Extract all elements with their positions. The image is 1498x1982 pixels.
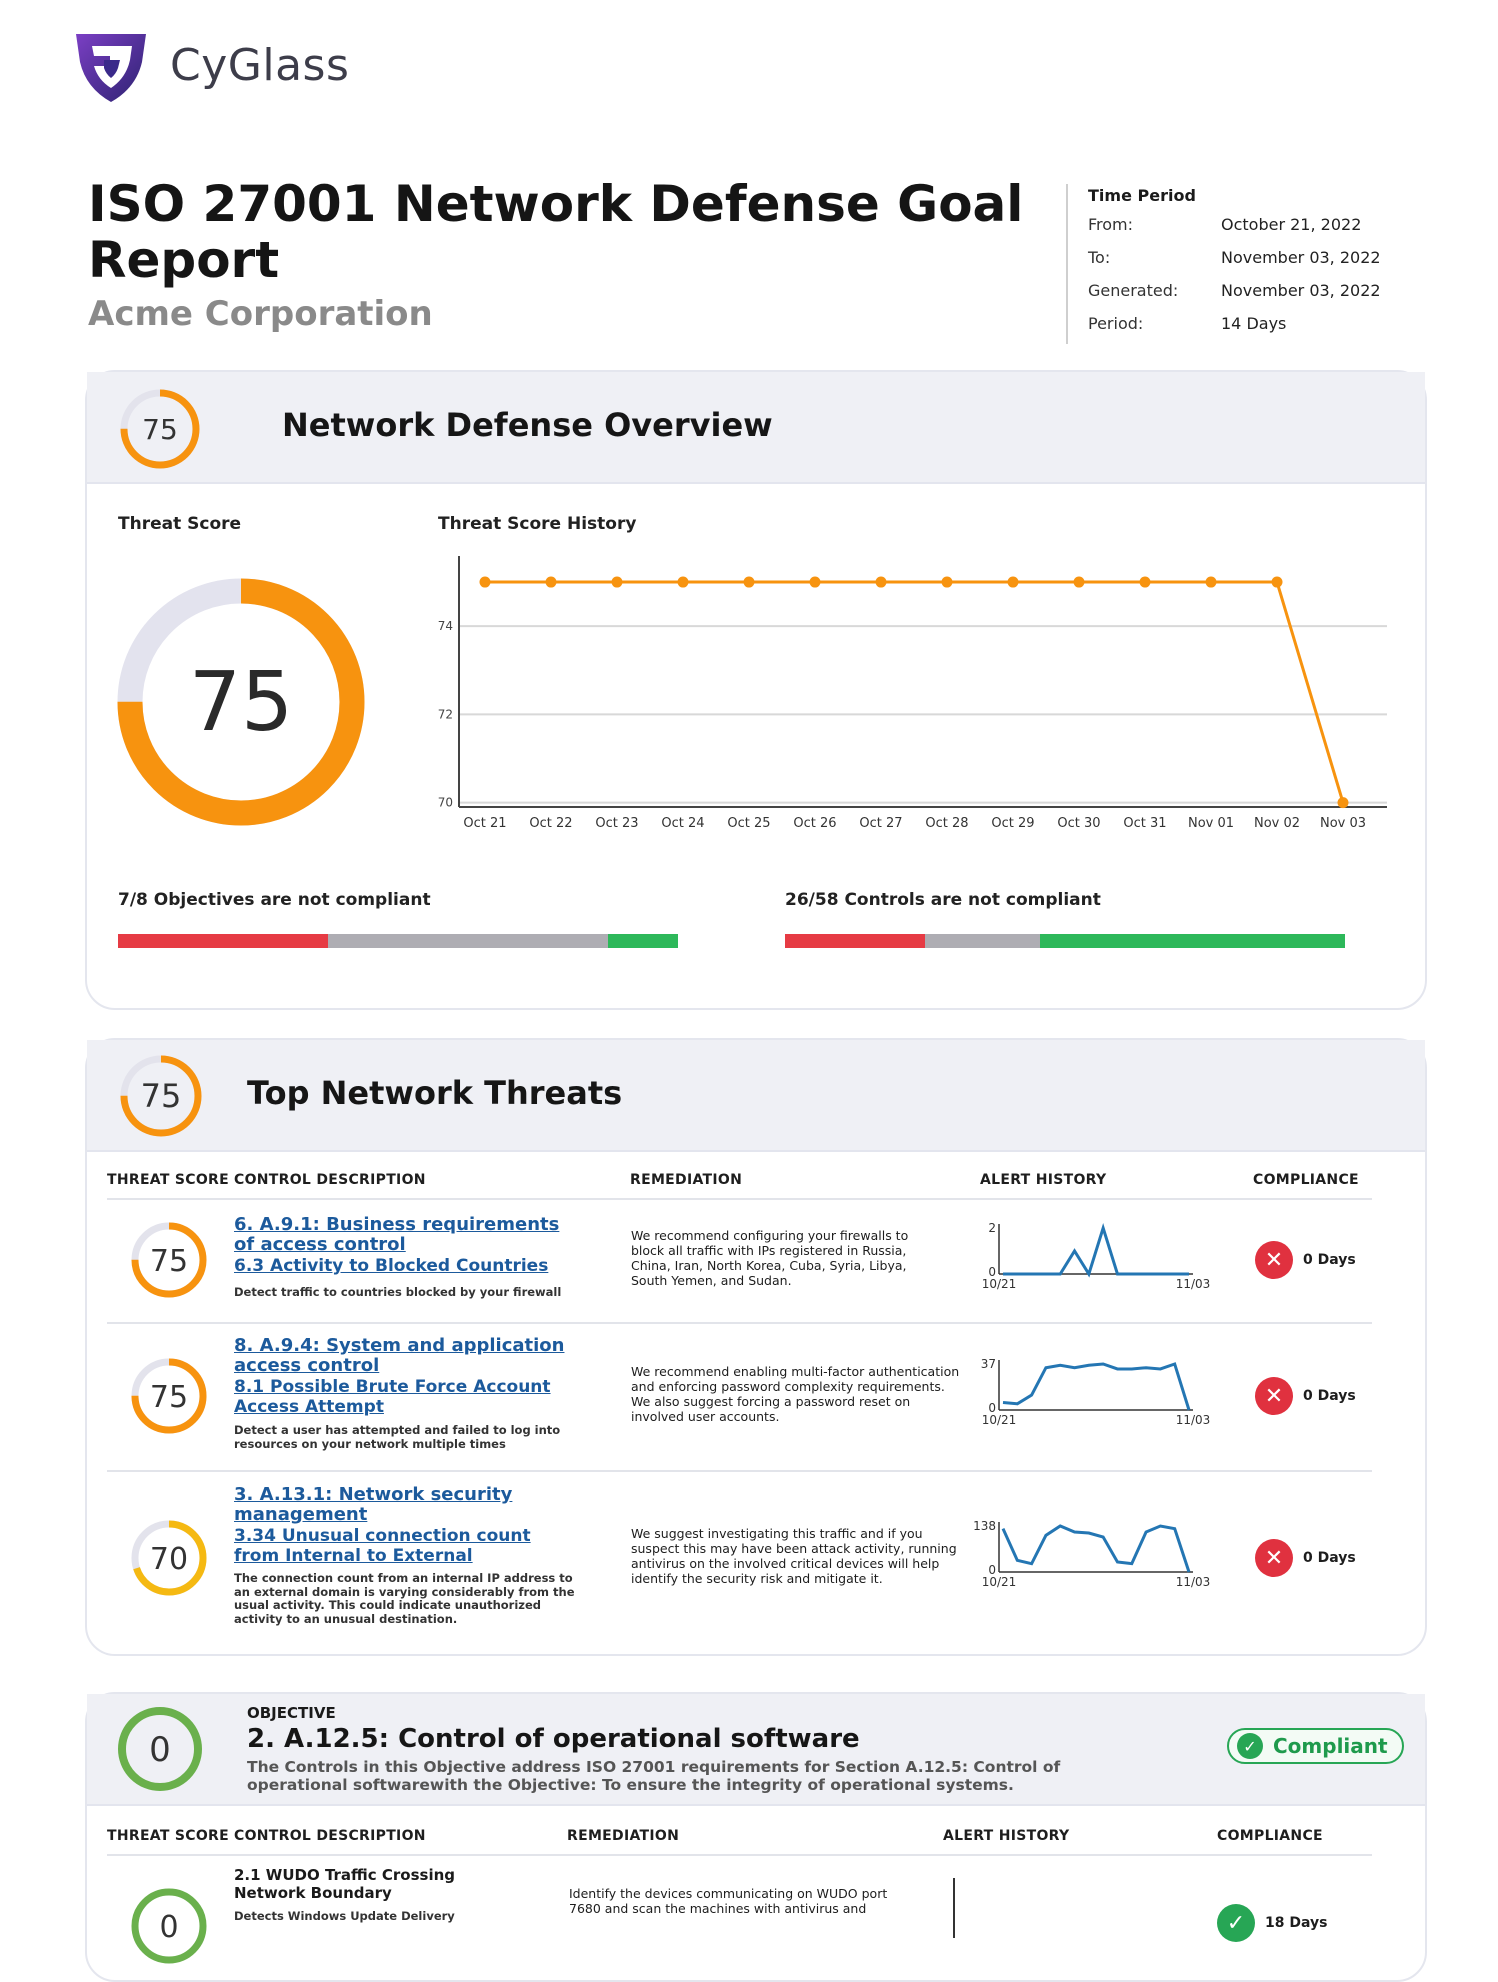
- overview-card: [85, 370, 1427, 1010]
- remediation-text: We recommend enabling multi-factor authentication and enforcing password complexity requirements. We also suggest forcing a password reset on involved user accounts.: [631, 1364, 960, 1424]
- close-icon: ✕: [1255, 1241, 1293, 1279]
- compliance-days: 0 Days: [1303, 1388, 1356, 1404]
- alert-history-chart: [965, 1354, 1215, 1434]
- objective-link[interactable]: 3. A.13.1: Network security management: [234, 1484, 513, 1525]
- threat-score-value: 75: [149, 1244, 189, 1279]
- time-period-row: [1088, 248, 1406, 281]
- threat-score-ring: [129, 1220, 209, 1300]
- col-compliance: COMPLIANCE: [1253, 1172, 1359, 1188]
- control-link[interactable]: 3.34 Unusual connection count from Internal to External: [234, 1526, 531, 1566]
- x-end-label: 11/03: [1175, 1413, 1211, 1427]
- data-point: [546, 577, 557, 588]
- alert-series-line: [1003, 1228, 1189, 1274]
- x-end-label: 11/03: [1175, 1277, 1211, 1291]
- overview-score-ring: [117, 386, 203, 472]
- compliance-status: [1255, 1377, 1356, 1415]
- report-title: ISO 27001 Network Defense Goal Report: [88, 175, 1024, 289]
- x-tick-label: Oct 26: [793, 816, 837, 831]
- data-point: [1272, 577, 1283, 588]
- x-start-label: 10/21: [981, 1277, 1017, 1291]
- threat-score-ring: [129, 1356, 209, 1436]
- overview-score-small: 75: [142, 413, 178, 446]
- time-period-label: To:: [1088, 248, 1111, 267]
- compliance-days: 0 Days: [1303, 1550, 1356, 1566]
- time-period-label: From:: [1088, 215, 1134, 234]
- y-max-label: 138: [973, 1519, 996, 1533]
- col-alert-history: ALERT HISTORY: [943, 1828, 1070, 1844]
- threat-score-ring: [129, 1518, 209, 1598]
- x-tick-label: Oct 30: [1057, 816, 1101, 831]
- row-separator: [107, 1322, 1372, 1324]
- compliance-days: 0 Days: [1303, 1252, 1356, 1268]
- objective-title: 2. A.12.5: Control of operational software: [247, 1724, 860, 1754]
- data-point: [1338, 797, 1349, 808]
- x-tick-label: Oct 24: [661, 816, 705, 831]
- threat-score-value: 0: [159, 1910, 179, 1945]
- bar-segment-not-compliant: [785, 934, 925, 948]
- threat-score-donut: [117, 578, 365, 826]
- objective-description: The Controls in this Objective address ISO 27001 requirements for Section A.12.5: Control of operational softwarewith the Objective: To ensure the integrity of operational systems.: [247, 1758, 1061, 1794]
- x-tick-label: Nov 03: [1319, 816, 1367, 831]
- y-max-label: 2: [988, 1221, 996, 1235]
- x-tick-label: Nov 02: [1253, 816, 1301, 831]
- data-point: [1206, 577, 1217, 588]
- x-tick-label: Oct 25: [727, 816, 771, 831]
- time-period-value: 14 Days: [1221, 314, 1287, 333]
- time-period-label: Generated:: [1088, 281, 1179, 300]
- remediation-text: We suggest investigating this traffic and if you suspect this may have been attack activity, running antivirus on the involved critical devices will help identify the security risk and mitigate it.: [631, 1526, 957, 1586]
- y-tick-label: 74: [437, 619, 453, 634]
- data-point: [810, 577, 821, 588]
- threat-history-label: Threat Score History: [438, 514, 637, 534]
- threats-score-small: 75: [140, 1077, 182, 1115]
- close-icon: ✕: [1255, 1539, 1293, 1577]
- threat-score-value: 75: [188, 655, 294, 750]
- time-period-value: November 03, 2022: [1221, 281, 1381, 300]
- objective-card-header: [87, 1694, 1425, 1806]
- col-control-description: CONTROL DESCRIPTION: [234, 1172, 426, 1188]
- time-period-row: [1088, 281, 1406, 314]
- objective-link[interactable]: 6. A.9.1: Business requirements of access control: [234, 1214, 560, 1255]
- threat-score-history-chart: [417, 550, 1417, 840]
- threat-score-ring: [129, 1886, 209, 1966]
- objective-card: [85, 1692, 1427, 1982]
- bar-segment-unknown: [328, 934, 608, 948]
- compliance-status: [1255, 1539, 1356, 1577]
- objective-score-ring: [115, 1704, 205, 1794]
- x-tick-label: Oct 27: [859, 816, 903, 831]
- threats-score-ring: [117, 1052, 205, 1140]
- remediation-text: Identify the devices communicating on WUDO port 7680 and scan the machines with antivirus and: [569, 1886, 888, 1916]
- data-point: [1008, 577, 1019, 588]
- data-point: [942, 577, 953, 588]
- close-icon: ✕: [1255, 1377, 1293, 1415]
- data-point: [612, 577, 623, 588]
- x-tick-label: Oct 29: [991, 816, 1035, 831]
- col-threat-score: THREAT SCORE: [107, 1828, 229, 1844]
- col-remediation: REMEDIATION: [567, 1828, 680, 1844]
- threat-score-label: Threat Score: [118, 514, 242, 534]
- row-separator: [107, 1470, 1372, 1472]
- company-name: Acme Corporation: [88, 294, 433, 334]
- control-link[interactable]: 8.1 Possible Brute Force Account Access Attempt: [234, 1377, 551, 1417]
- alert-history-chart: [965, 1218, 1215, 1298]
- control-description: Detects Windows Update Delivery: [234, 1909, 455, 1923]
- x-tick-label: Oct 21: [463, 816, 507, 831]
- time-period-row: [1088, 314, 1406, 347]
- bar-segment-compliant: [608, 934, 678, 948]
- objective-tag: OBJECTIVE: [247, 1704, 336, 1722]
- bar-segment-compliant: [1040, 934, 1345, 948]
- check-icon: ✓: [1217, 1904, 1255, 1942]
- data-point: [480, 577, 491, 588]
- compliant-status: Compliant: [1273, 1734, 1388, 1758]
- alert-series-line: [1003, 1364, 1189, 1410]
- col-compliance: COMPLIANCE: [1217, 1828, 1323, 1844]
- x-tick-label: Nov 01: [1187, 816, 1235, 831]
- time-period-label: Period:: [1088, 314, 1144, 333]
- alert-history-chart: [965, 1516, 1215, 1596]
- objective-link[interactable]: 8. A.9.4: System and application access control: [234, 1335, 565, 1376]
- compliance-status: [1255, 1241, 1356, 1279]
- x-tick-label: Oct 22: [529, 816, 573, 831]
- col-threat-score: THREAT SCORE: [107, 1172, 229, 1188]
- col-remediation: REMEDIATION: [630, 1172, 743, 1188]
- y-min-label: 0: [988, 1563, 996, 1577]
- threats-card-header: [87, 1040, 1425, 1152]
- bar-segment-not-compliant: [118, 934, 328, 948]
- threat-score-value: 75: [149, 1380, 189, 1415]
- alert-history-axis: [953, 1878, 955, 1938]
- control-description: Detect a user has attempted and failed to log into resources on your network multiple times: [234, 1423, 561, 1451]
- x-tick-label: Oct 28: [925, 816, 969, 831]
- x-end-label: 11/03: [1175, 1575, 1211, 1589]
- threat-score-value: 70: [149, 1542, 189, 1577]
- objectives-compliance-bar: [118, 934, 678, 948]
- threats-title: Top Network Threats: [247, 1074, 623, 1112]
- cyglass-shield-logo-icon: [70, 26, 152, 104]
- brand: [70, 26, 349, 104]
- time-period-value: November 03, 2022: [1221, 248, 1381, 267]
- compliant-badge: [1227, 1728, 1404, 1764]
- series-line: [485, 582, 1343, 803]
- check-icon: ✓: [1237, 1733, 1263, 1759]
- alert-series-line: [1003, 1526, 1189, 1572]
- bar-segment-unknown: [925, 934, 1040, 948]
- remediation-text: We recommend configuring your firewalls to block all traffic with IPs registered in Russia, China, Iran, North Korea, Cuba, Syria, Libya, South Yemen, and Sudan.: [631, 1228, 909, 1288]
- x-tick-label: Oct 23: [595, 816, 639, 831]
- control-link[interactable]: 6.3 Activity to Blocked Countries: [234, 1256, 549, 1276]
- report-header: [88, 176, 1048, 334]
- y-max-label: 37: [980, 1357, 996, 1371]
- overview-title: Network Defense Overview: [282, 406, 773, 444]
- control-description: The connection count from an internal IP address to an external domain is varying considerably from the usual activity. This could indicate unauthorized activity to an unusual destination.: [234, 1571, 575, 1626]
- data-point: [1140, 577, 1151, 588]
- time-period-heading: Time Period: [1088, 186, 1196, 205]
- control-title: 2.1 WUDO Traffic Crossing Network Boundary: [234, 1866, 456, 1902]
- data-point: [744, 577, 755, 588]
- y-tick-label: 72: [437, 707, 453, 722]
- data-point: [1074, 577, 1085, 588]
- y-min-label: 0: [988, 1265, 996, 1279]
- controls-compliance-label: 26/58 Controls are not compliant: [785, 890, 1101, 910]
- threats-card: [85, 1038, 1427, 1656]
- data-point: [876, 577, 887, 588]
- row-separator: [107, 1198, 1372, 1200]
- row-separator: [107, 1854, 1372, 1856]
- col-alert-history: ALERT HISTORY: [980, 1172, 1107, 1188]
- y-tick-label: 70: [437, 795, 453, 810]
- x-tick-label: Oct 31: [1123, 816, 1167, 831]
- y-min-label: 0: [988, 1401, 996, 1415]
- data-point: [678, 577, 689, 588]
- time-period: [1066, 184, 1406, 344]
- brand-name: CyGlass: [170, 39, 350, 91]
- compliance-status: [1217, 1904, 1327, 1942]
- control-description: Detect traffic to countries blocked by your firewall: [234, 1285, 562, 1299]
- compliance-days: 18 Days: [1265, 1915, 1328, 1931]
- objectives-compliance-label: 7/8 Objectives are not compliant: [118, 890, 431, 910]
- controls-compliance-bar: [785, 934, 1345, 948]
- overview-card-header: [87, 372, 1425, 484]
- time-period-value: October 21, 2022: [1221, 215, 1362, 234]
- x-start-label: 10/21: [981, 1413, 1017, 1427]
- objective-score-value: 0: [149, 1730, 171, 1770]
- col-control-description: CONTROL DESCRIPTION: [234, 1828, 426, 1844]
- x-start-label: 10/21: [981, 1575, 1017, 1589]
- time-period-row: [1088, 215, 1406, 248]
